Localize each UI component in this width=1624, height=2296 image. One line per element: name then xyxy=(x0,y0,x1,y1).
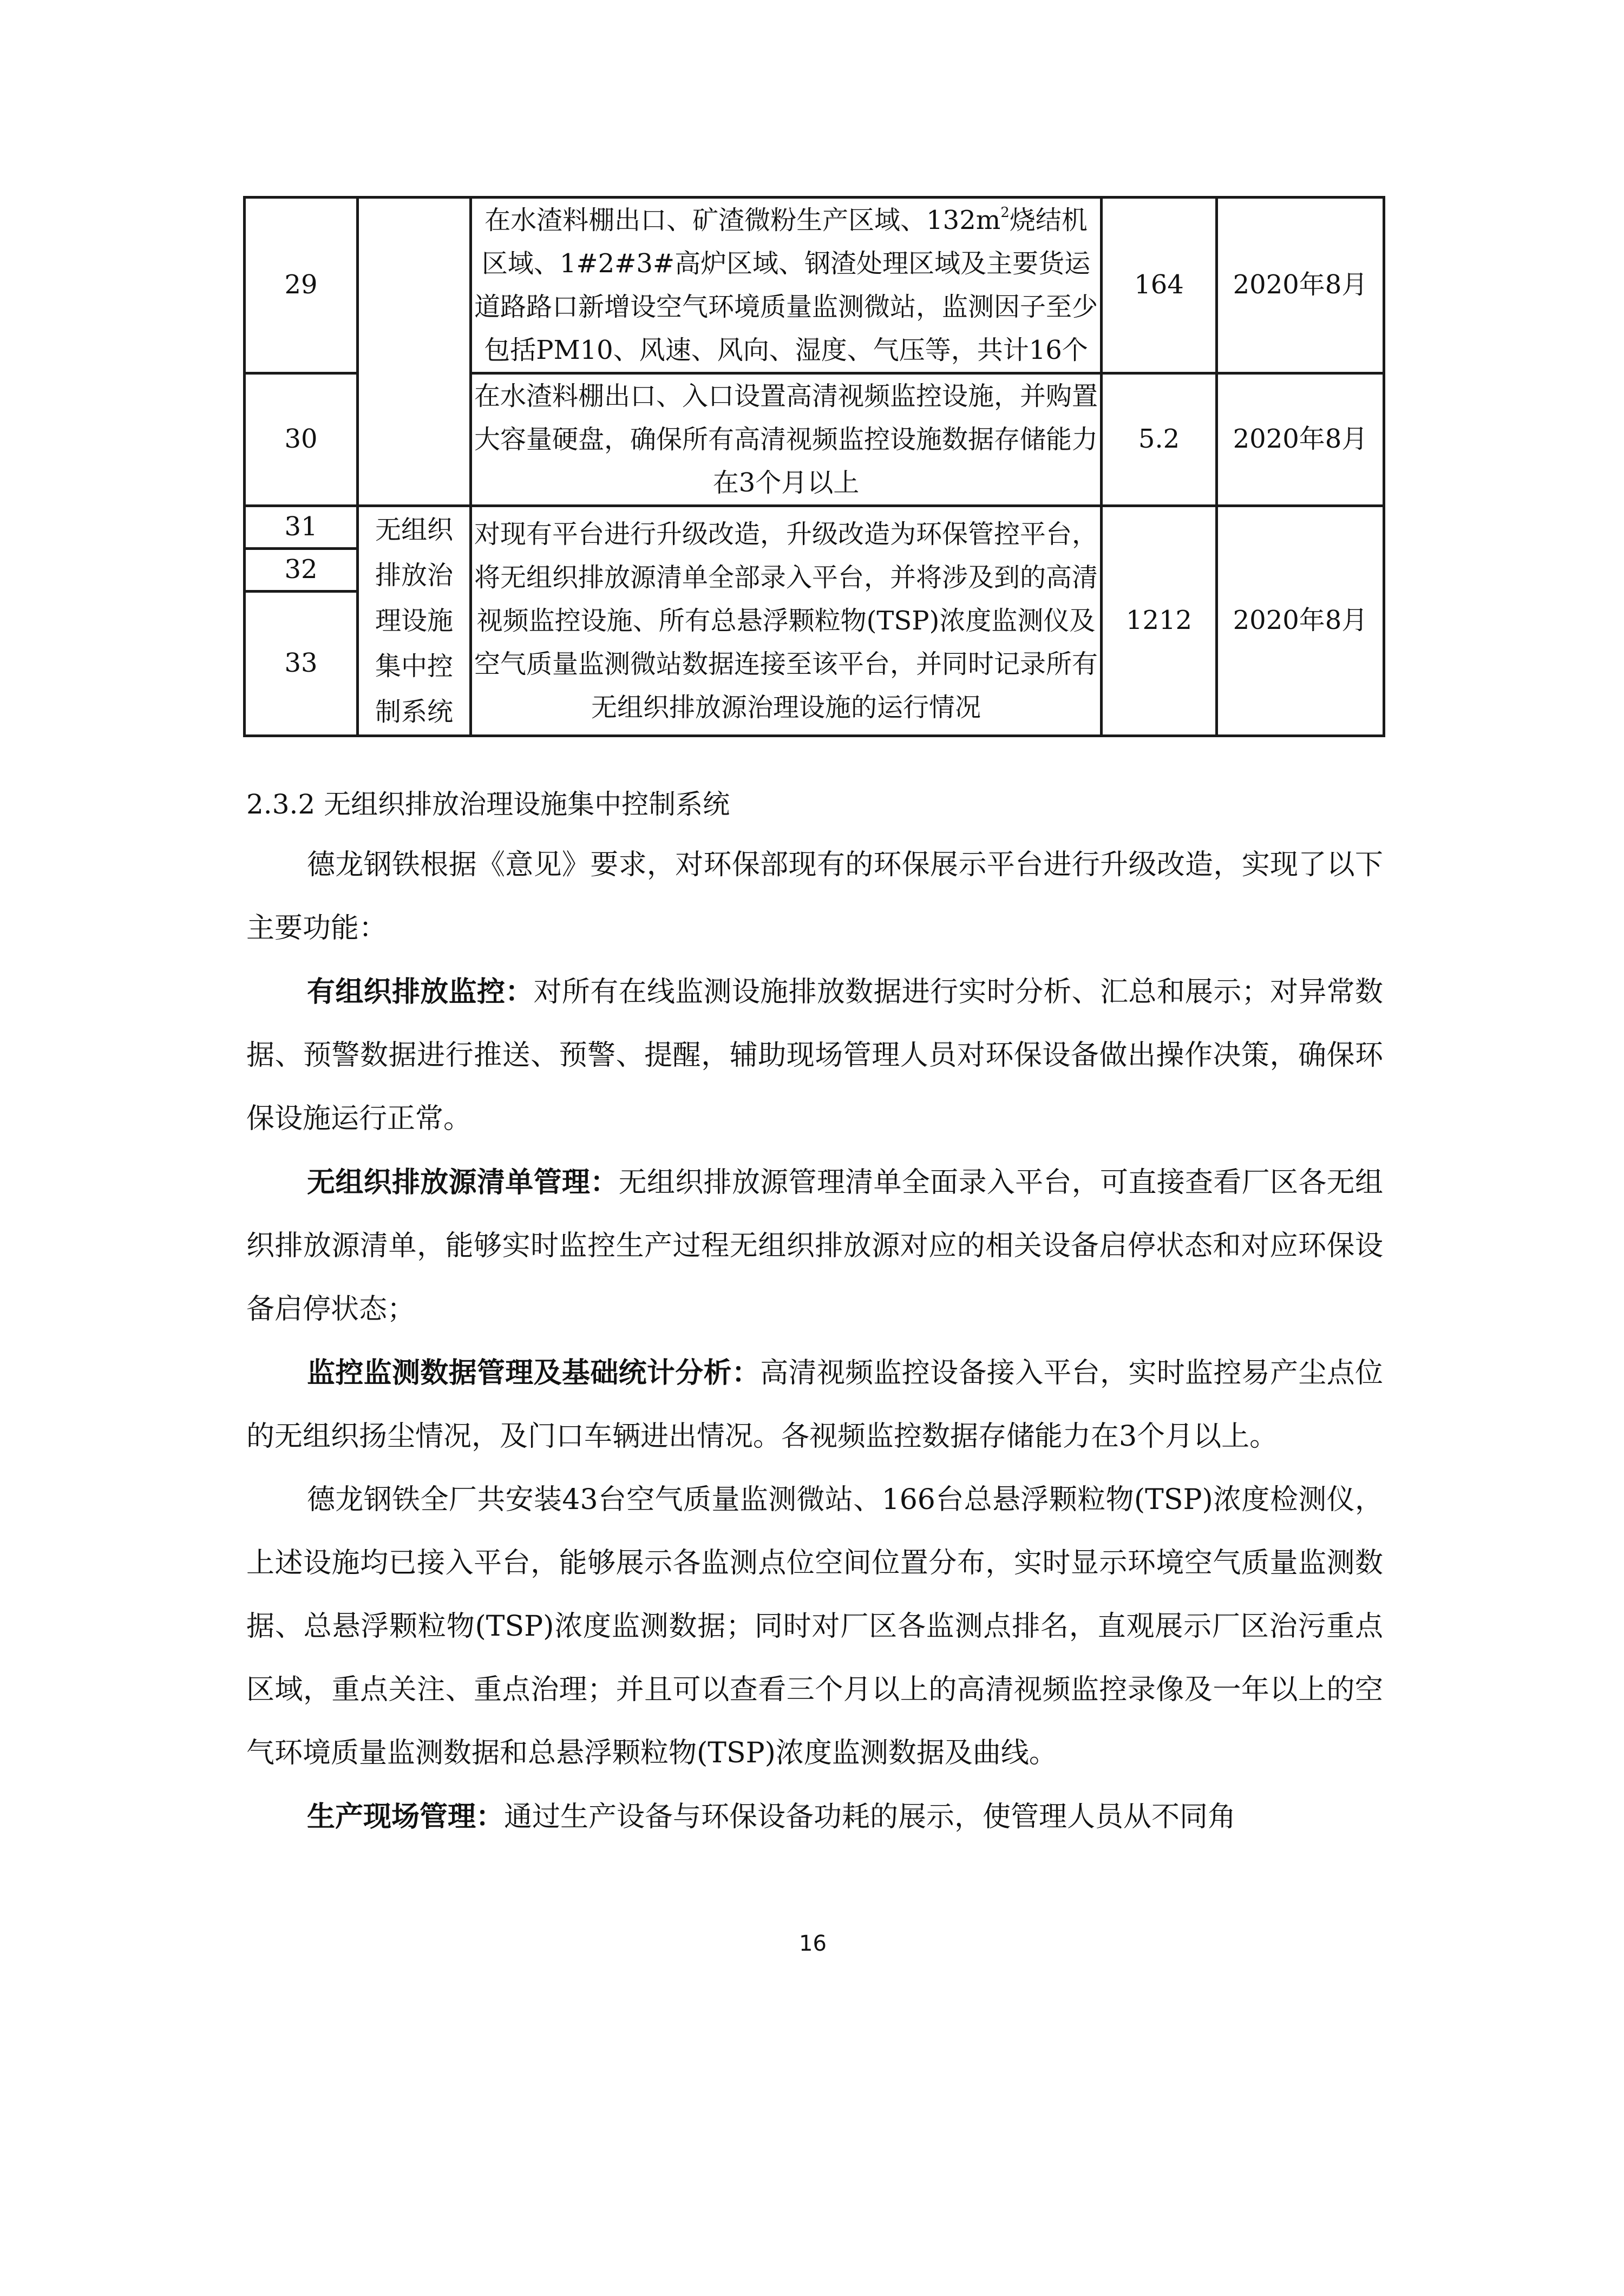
superscript: 2 xyxy=(1000,205,1010,221)
table-cell-date xyxy=(1217,506,1384,736)
description-part: 烧结机区域、1#2#3#高炉区域、钢渣处理区域及主要货运道路路口新增设空气环境质量监测微站，监测因子至少包括PM10、风速、风向、湿度、气压等，共计16个 xyxy=(474,205,1098,365)
table-cell-description xyxy=(471,198,1102,373)
completion-date: 2020年8月 xyxy=(1233,605,1368,636)
completion-date: 2020年8月 xyxy=(1233,424,1368,455)
summary-paragraph xyxy=(246,1468,1383,1785)
summary-text: 德龙钢铁全厂共安装43台空气质量监测微站、166台总悬浮颗粒物(TSP)浓度检测仪，上述设施均已接入平台，能够展示各监测点位空间位置分布，实时显示环境空气质量监测数据、总悬浮颗粒物(TSP)浓度监测数据；同时对厂区各监测点排名，直观展示厂区治污重点区域，重点关注、重点治理；并且可以查看三个月以上的高清视频监控录像及一年以上的空气环境质量监测数据和总悬浮颗粒物(TSP)浓度监测数据及曲线。 xyxy=(246,1484,1383,1769)
table-row xyxy=(245,198,1384,373)
investment-value: 1212 xyxy=(1125,605,1193,636)
feature-paragraph xyxy=(246,1785,1383,1849)
table-cell-no xyxy=(245,549,358,592)
feature-paragraph xyxy=(246,1341,1383,1468)
table-cell-investment xyxy=(1102,506,1217,736)
table-cell-investment xyxy=(1102,198,1217,373)
feature-lead: 生产现场管理： xyxy=(307,1800,505,1833)
table-cell-category xyxy=(358,198,471,506)
table-cell-no xyxy=(245,506,358,549)
completion-date: 2020年8月 xyxy=(1233,270,1368,300)
row-number: 33 xyxy=(284,648,318,679)
page-content xyxy=(243,196,1383,1979)
feature-body: 无组织排放源管理清单全面录入平台，可直接查看厂区各无组织排放源清单，能够实时监控生产过程无组织排放源对应的相关设备启停状态和对应环保设备启停状态； xyxy=(246,1166,1383,1326)
table-cell-date xyxy=(1217,198,1384,373)
measures-table xyxy=(243,196,1385,737)
page-number: 16 xyxy=(799,1931,827,1956)
table-cell-description xyxy=(471,506,1102,736)
feature-body: 通过生产设备与环保设备功耗的展示，使管理人员从不同角 xyxy=(504,1801,1236,1833)
investment-value: 5.2 xyxy=(1138,424,1180,455)
table-cell-category xyxy=(358,506,471,736)
section-body xyxy=(246,787,1383,1849)
feature-body: 高清视频监控设备接入平台，实时监控易产尘点位的无组织扬尘情况，及门口车辆进出情况。各视频监控数据存储能力在3个月以上。 xyxy=(246,1357,1383,1453)
intro-text: 德龙钢铁根据《意见》要求，对环保部现有的环保展示平台进行升级改造，实现了以下主要功能： xyxy=(246,849,1383,944)
category-label: 无组织排放治理设施集中控制系统 xyxy=(375,515,453,727)
row-description: 对现有平台进行升级改造，升级改造为环保管控平台，将无组织排放源清单全部录入平台，并将涉及到的高清视频监控设施、所有总悬浮颗粒物(TSP)浓度监测仪及空气质量监测微站数据连接至该平台，并同时记录所有无组织排放源治理设施的运行情况 xyxy=(474,519,1098,723)
feature-lead: 无组织排放源清单管理： xyxy=(307,1166,619,1199)
table-cell-investment xyxy=(1102,373,1217,506)
row-number: 29 xyxy=(284,270,318,300)
table-cell-date xyxy=(1217,373,1384,506)
row-description: 在水渣料棚出口、入口设置高清视频监控设施，并购置大容量硬盘，确保所有高清视频监控设施数据存储能力在3个月以上 xyxy=(474,381,1098,498)
table-cell-no xyxy=(245,198,358,373)
table-cell-no xyxy=(245,373,358,506)
feature-paragraph xyxy=(246,1151,1383,1341)
table-row xyxy=(245,506,1384,549)
intro-paragraph xyxy=(246,834,1383,960)
table-cell-description xyxy=(471,373,1102,506)
description-part: 在水渣料棚出口、矿渣微粉生产区域、132m xyxy=(484,205,1001,235)
row-number: 30 xyxy=(284,424,318,455)
feature-lead: 有组织排放监控： xyxy=(307,975,534,1008)
feature-body: 对所有在线监测设施排放数据进行实时分析、汇总和展示；对异常数据、预警数据进行推送、预警、提醒，辅助现场管理人员对环保设备做出操作决策，确保环保设施运行正常。 xyxy=(246,976,1383,1135)
feature-lead: 监控监测数据管理及基础统计分析： xyxy=(307,1356,761,1389)
table-cell-no xyxy=(245,592,358,736)
row-number: 32 xyxy=(284,554,318,585)
feature-paragraph xyxy=(246,960,1383,1151)
investment-value: 164 xyxy=(1134,270,1184,300)
row-description xyxy=(472,199,1100,372)
section-heading: 2.3.2 无组织排放治理设施集中控制系统 xyxy=(246,789,730,820)
row-number: 31 xyxy=(284,511,318,542)
